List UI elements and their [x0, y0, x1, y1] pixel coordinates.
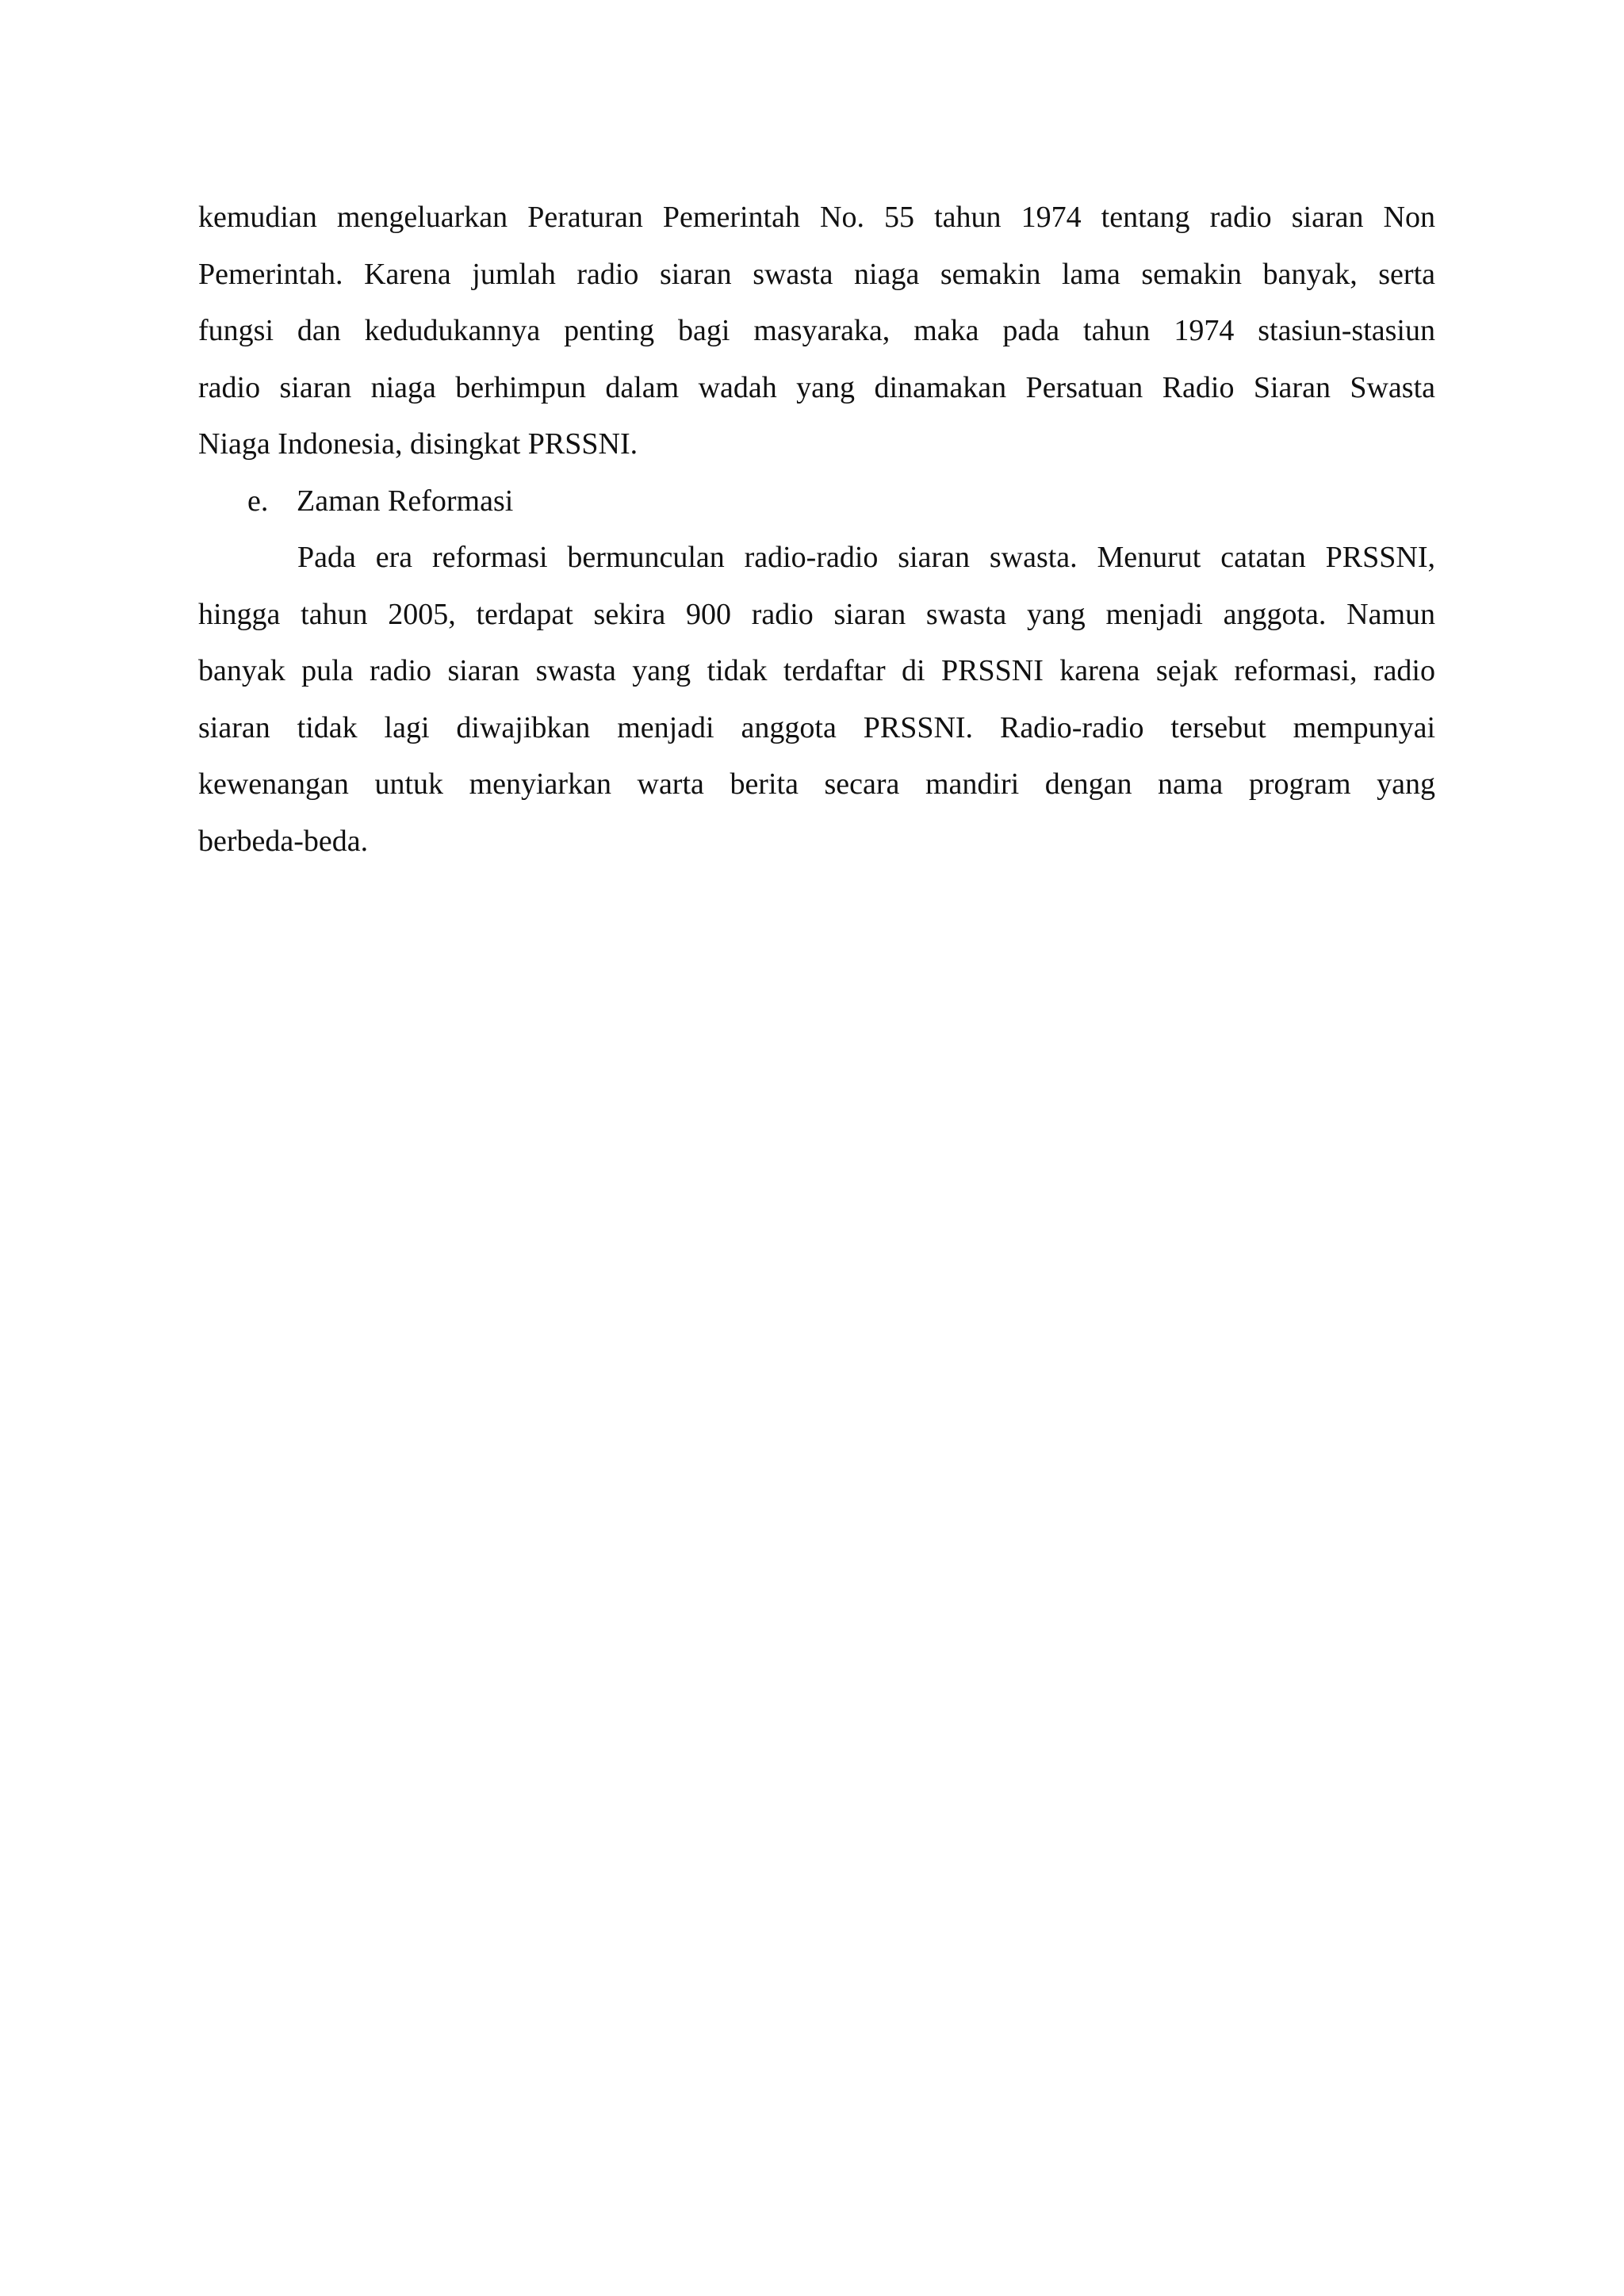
paragraph-2-line-2: hingga tahun 2005, terdapat sekira 900 radio siaran swasta yang menjadi anggota. Namun	[198, 597, 1435, 631]
paragraph-2-line-4: siaran tidak lagi diwajibkan menjadi anggota PRSSNI. Radio-radio tersebut mempunyai	[198, 710, 1435, 744]
paragraph-2-line-6: berbeda-beda.	[198, 824, 369, 858]
paragraph-1-line-5: Niaga Indonesia, disingkat PRSSNI.	[198, 427, 638, 461]
paragraph-2	[198, 530, 1435, 870]
paragraph-1-line-4: radio siaran niaga berhimpun dalam wadah yang dinamakan Persatuan Radio Siaran Swasta	[198, 370, 1435, 404]
paragraph-1-line-1: kemudian mengeluarkan Peraturan Pemerintah No. 55 tahun 1974 tentang radio siaran Non	[198, 201, 1435, 234]
paragraph-1	[198, 189, 1435, 473]
body-text	[198, 189, 1435, 870]
paragraph-1-line-2: Pemerintah. Karena jumlah radio siaran swasta niaga semakin lama semakin banyak, serta	[198, 257, 1435, 291]
paragraph-2-line-1: Pada era reformasi bermunculan radio-radio siaran swasta. Menurut catatan PRSSNI,	[297, 541, 1435, 574]
section-e-marker: e.	[247, 484, 269, 518]
paragraph-2-line-3: banyak pula radio siaran swasta yang tidak terdaftar di PRSSNI karena sejak reformasi, radio	[198, 654, 1435, 687]
paragraph-1-line-3: fungsi dan kedudukannya penting bagi masyaraka, maka pada tahun 1974 stasiun-stasiun	[198, 314, 1435, 347]
section-e-title: Zaman Reformasi	[297, 484, 514, 518]
paragraph-2-line-5: kewenangan untuk menyiarkan warta berita secara mandiri dengan nama program yang	[198, 767, 1435, 801]
section-heading-e	[198, 473, 1435, 530]
